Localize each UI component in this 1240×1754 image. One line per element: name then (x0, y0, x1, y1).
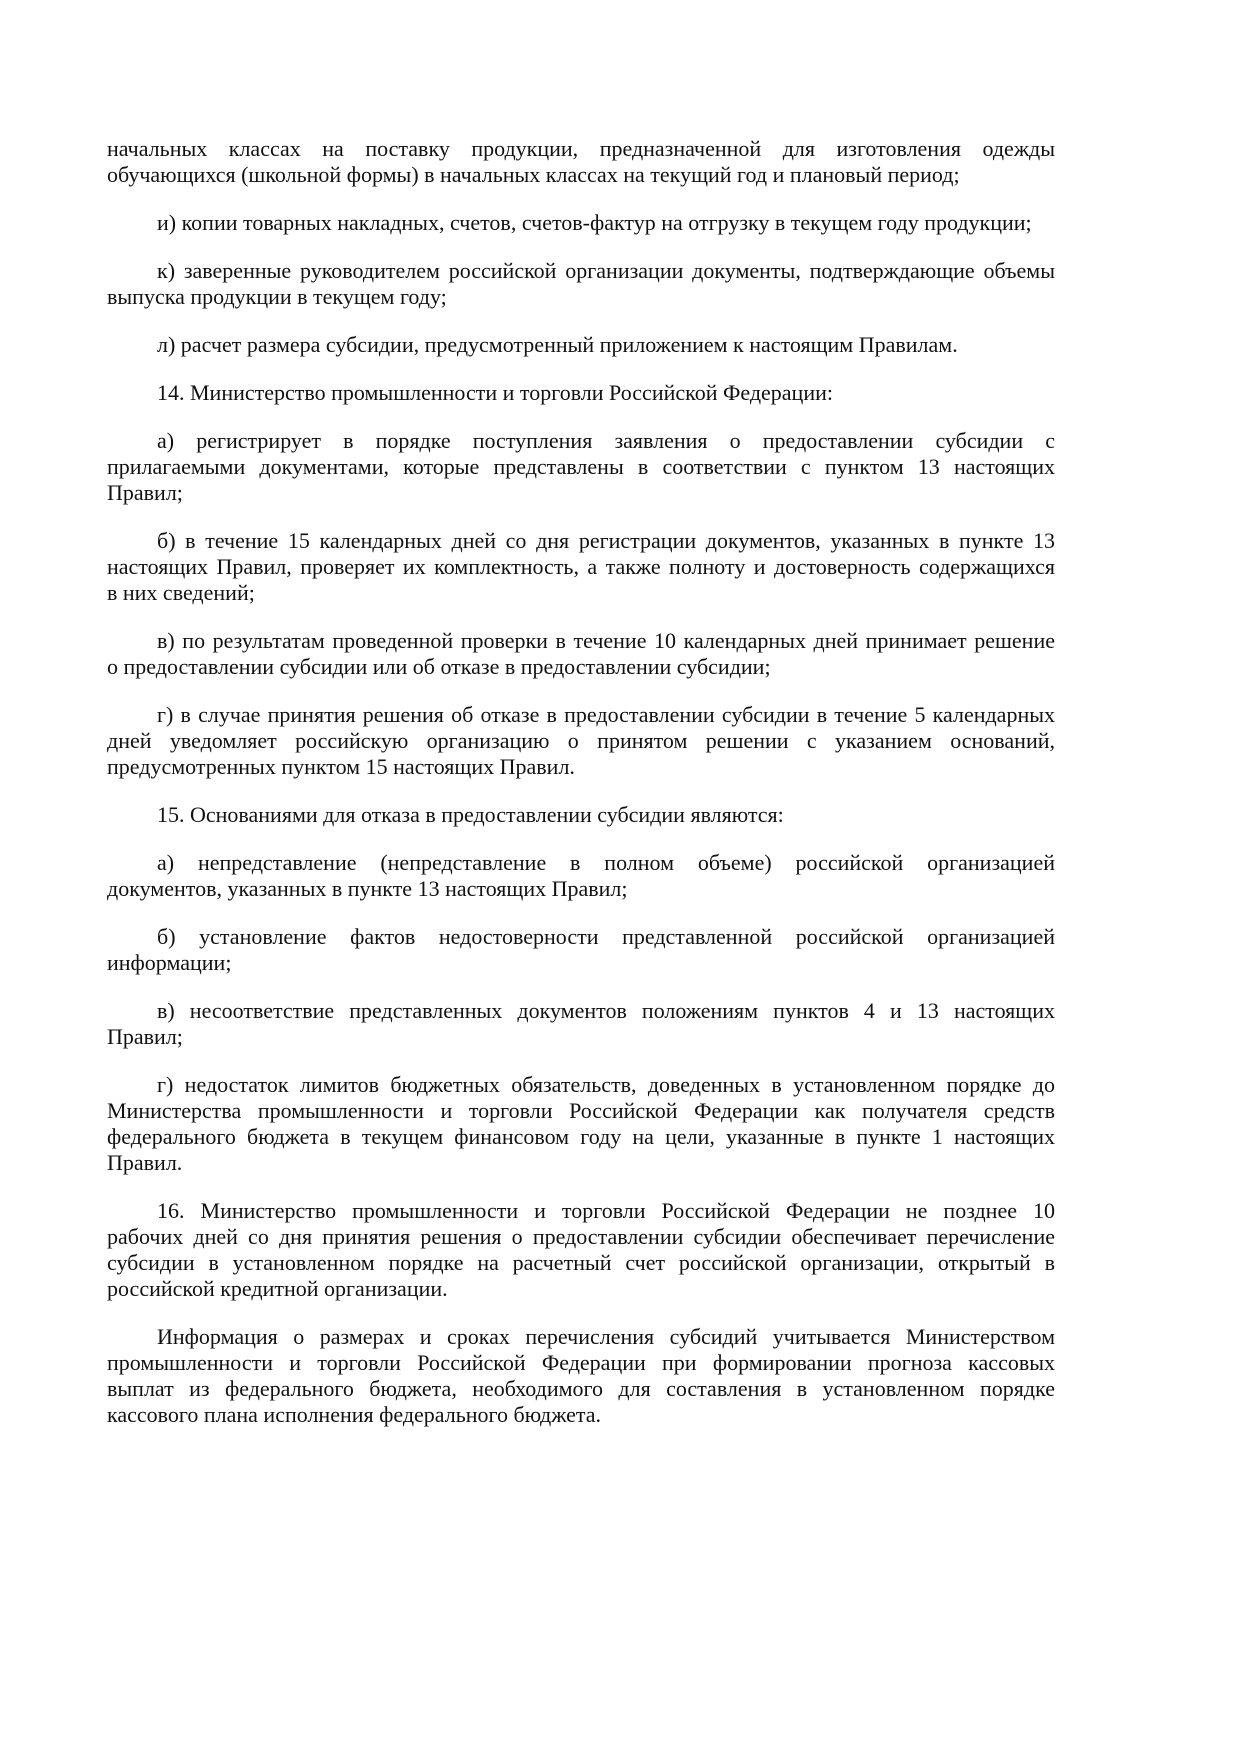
document-page (107, 136, 1055, 1450)
paragraph (107, 136, 1055, 188)
text-line: рабочих дней со дня принятия решения о предоставлении субсидии обеспечивает перечисление (107, 1224, 1055, 1249)
text-line: предусмотренных пунктом 15 настоящих Правил. (107, 754, 575, 779)
paragraph (107, 258, 1055, 310)
text-line: о предоставлении субсидии или об отказе в предоставлении субсидии; (107, 654, 771, 679)
paragraph (107, 332, 1055, 358)
text-line: российской кредитной организации. (107, 1276, 448, 1301)
text-line: г) недостаток лимитов бюджетных обязательств, доведенных в установленном порядке до (157, 1072, 1055, 1097)
text-line: настоящих Правил, проверяет их комплектность, а также полноту и достоверность содержащихся (107, 554, 1055, 579)
text-line: в) несоответствие представленных документов положениям пунктов 4 и 13 настоящих (157, 998, 1055, 1023)
text-line: а) регистрирует в порядке поступления заявления о предоставлении субсидии с (157, 428, 1055, 453)
text-line: 14. Министерство промышленности и торговли Российской Федерации: (157, 380, 833, 405)
text-line: дней уведомляет российскую организацию о принятом решении с указанием оснований, (107, 728, 1055, 753)
paragraph (107, 1198, 1055, 1302)
paragraph (107, 1324, 1055, 1428)
text-line: и) копии товарных накладных, счетов, счетов-фактур на отгрузку в текущем году продукции; (157, 210, 1032, 235)
text-line: Информация о размерах и сроках перечисления субсидий учитывается Министерством (157, 1324, 1055, 1349)
paragraph (107, 528, 1055, 606)
text-line: кассового плана исполнения федерального бюджета. (107, 1402, 602, 1427)
paragraph (107, 924, 1055, 976)
text-line: б) установление фактов недостоверности представленной российской организацией (157, 924, 1055, 949)
text-line: документов, указанных в пункте 13 настоящих Правил; (107, 876, 628, 901)
text-line: в них сведений; (107, 580, 255, 605)
text-line: выпуска продукции в текущем году; (107, 284, 447, 309)
paragraph (107, 428, 1055, 506)
text-line: информации; (107, 950, 232, 975)
text-line: прилагаемыми документами, которые представлены в соответствии с пунктом 13 настоящих (107, 454, 1055, 479)
text-line: начальных классах на поставку продукции, предназначенной для изготовления одежды (107, 136, 1055, 161)
text-line: выплат из федерального бюджета, необходимого для составления в установленном порядке (107, 1376, 1055, 1401)
text-line: 15. Основаниями для отказа в предоставлении субсидии являются: (157, 802, 784, 827)
paragraph (107, 850, 1055, 902)
text-line: Министерства промышленности и торговли Российской Федерации как получателя средств (107, 1098, 1055, 1123)
text-line: Правил; (107, 480, 183, 505)
text-line: обучающихся (школьной формы) в начальных классах на текущий год и плановый период; (107, 162, 960, 187)
text-line: а) непредставление (непредставление в полном объеме) российской организацией (157, 850, 1055, 875)
paragraph (107, 998, 1055, 1050)
text-line: к) заверенные руководителем российской организации документы, подтверждающие объемы (157, 258, 1055, 283)
text-line: 16. Министерство промышленности и торговли Российской Федерации не позднее 10 (157, 1198, 1055, 1223)
text-line: Правил; (107, 1024, 183, 1049)
paragraph (107, 628, 1055, 680)
paragraph (107, 380, 1055, 406)
text-line: б) в течение 15 календарных дней со дня регистрации документов, указанных в пункте 13 (157, 528, 1055, 553)
text-line: субсидии в установленном порядке на расчетный счет российской организации, открытый в (107, 1250, 1055, 1275)
paragraph (107, 1072, 1055, 1176)
text-line: федерального бюджета в текущем финансовом году на цели, указанные в пункте 1 настоящих (107, 1124, 1055, 1149)
text-line: промышленности и торговли Российской Федерации при формировании прогноза кассовых (107, 1350, 1055, 1375)
text-line: Правил. (107, 1150, 183, 1175)
text-line: г) в случае принятия решения об отказе в предоставлении субсидии в течение 5 календарных (157, 702, 1055, 727)
text-line: л) расчет размера субсидии, предусмотренный приложением к настоящим Правилам. (157, 332, 958, 357)
paragraph (107, 210, 1055, 236)
text-line: в) по результатам проведенной проверки в течение 10 календарных дней принимает решение (157, 628, 1055, 653)
paragraph (107, 802, 1055, 828)
paragraph (107, 702, 1055, 780)
